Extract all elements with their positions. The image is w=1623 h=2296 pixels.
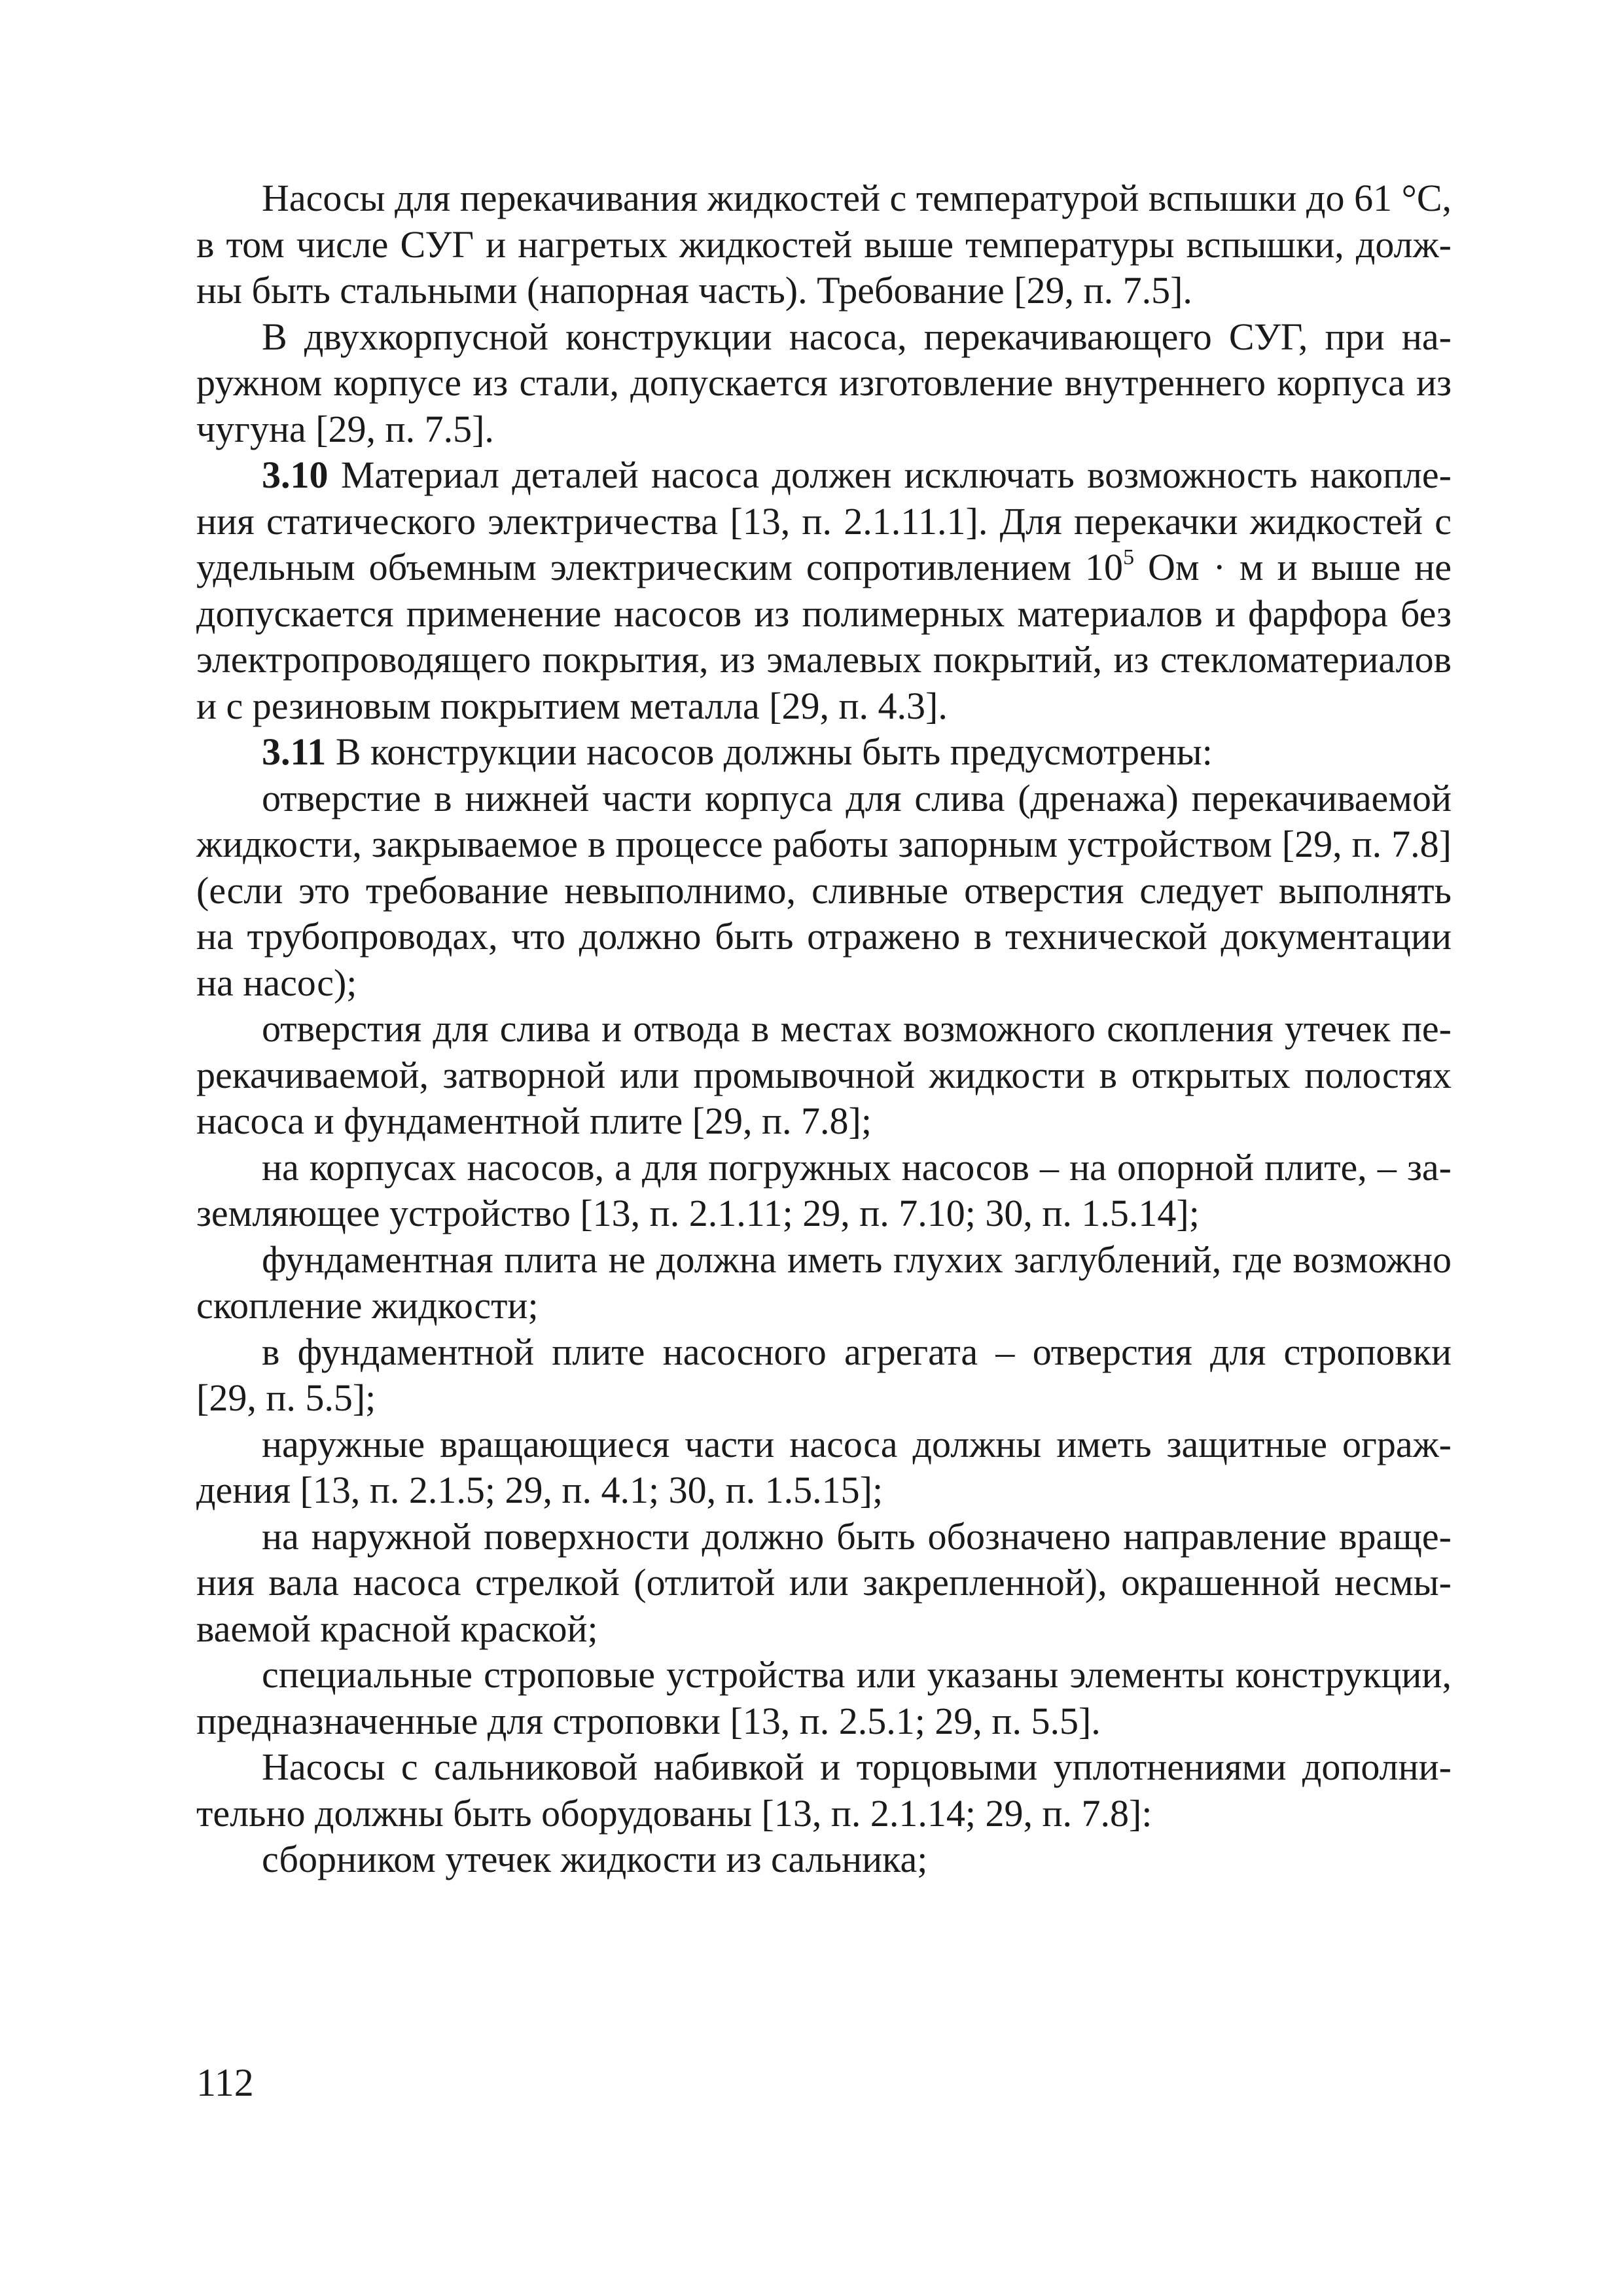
list-item-slinging-holes — [196, 1329, 1452, 1422]
paragraph-text: сборником утечек жидкости из сальника; — [262, 1838, 928, 1880]
paragraph-text: Материал деталей насоса должен исключать возможность накопления статического электричества [13, п. 2.1.11.1]. Для перекачки жидкостей с удельным объемным электрическим сопротивлением 10 — [196, 454, 1452, 588]
list-item-leak-collector — [196, 1837, 1452, 1883]
paragraph-text: в фундаментной плите насосного агрегата – отверстия для строповки [29, п. 5.5]; — [196, 1330, 1452, 1419]
paragraph-text: фундаментная плита не должна иметь глухих заглублений, где возможно скопление жидкости; — [196, 1238, 1452, 1327]
paragraph-section-3-10 — [196, 452, 1452, 729]
section-number: 3.11 — [262, 730, 327, 773]
paragraph-section-3-11 — [196, 729, 1452, 776]
paragraph-text: наружные вращающиеся части насоса должны иметь защитные ограждения [13, п. 2.1.5; 29, п. 4.1; 30, п. 1.5.15]; — [196, 1422, 1452, 1511]
list-item-leak-holes — [196, 1006, 1452, 1145]
paragraph-text: Ом · м и выше не допускается применение насосов из полимерных материалов и фарфора без электропроводящего покрытия, из эмалевых покрытий, из стекломатериалов и с резиновым покрытием металла [29, п. 4.3]. — [196, 546, 1452, 727]
paragraph-text: на наружной поверхности должно быть обозначено направление вращения вала насоса стрелкой (отлитой или закрепленной), окрашенной несмываемой красной краской; — [196, 1515, 1452, 1650]
paragraph-text: Насосы для перекачивания жидкостей с температурой вспышки до 61 °С, в том числе СУГ и нагретых жидкостей выше температуры вспышки, должны быть стальными (напорная часть). Требование [29, п. 7.5]. — [196, 177, 1452, 312]
list-item-grounding — [196, 1145, 1452, 1237]
list-item-rotation-arrow — [196, 1514, 1452, 1653]
list-item-guards — [196, 1422, 1452, 1514]
paragraph-text: В конструкции насосов должны быть предусмотрены: — [326, 730, 1213, 773]
paragraph-text: Насосы с сальниковой набивкой и торцовыми уплотнениями дополнительно должны быть оборудованы [13, п. 2.1.14; 29, п. 7.8]: — [196, 1746, 1452, 1835]
page-number: 112 — [196, 2061, 254, 2104]
paragraph-text: специальные строповые устройства или указаны элементы конструкции, предназначенные для строповки [13, п. 2.5.1; 29, п. 5.5]. — [196, 1653, 1452, 1742]
section-number: 3.10 — [262, 454, 329, 496]
list-item-slinging-devices — [196, 1652, 1452, 1744]
list-item-foundation-plate — [196, 1237, 1452, 1329]
paragraph-text: В двухкорпусной конструкции насоса, перекачивающего СУГ, при наружном корпусе из стали, допускается изготовление внутреннего корпуса из чугуна [29, п. 7.5]. — [196, 315, 1452, 450]
body-text — [196, 175, 1452, 1883]
paragraph-pump-steel-requirement — [196, 175, 1452, 314]
paragraph-text: отверстия для слива и отвода в местах возможного скопления утечек перекачиваемой, затворной или промывочной жидкости в открытых полостях насоса и фундаментной плите [29, п. 7.8]; — [196, 1007, 1452, 1142]
paragraph-text: на корпусах насосов, а для погружных насосов – на опорной плите, – заземляющее устройство [13, п. 2.1.11; 29, п. 7.10; 30, п. 1.5.14]; — [196, 1145, 1452, 1234]
paragraph-two-casing-design — [196, 314, 1452, 453]
list-item-drain-hole — [196, 776, 1452, 1007]
exponent: 5 — [1123, 545, 1135, 569]
paragraph-text: отверстие в нижней части корпуса для слива (дренажа) перекачиваемой жидкости, закрываемое в процессе работы запорным устройством [29, п. 7.8] (если это требование невыполнимо, сливные отверстия следует выполнять на трубопроводах, что должно быть отражено в технической документации на насос); — [196, 776, 1452, 1004]
paragraph-gland-pumps — [196, 1744, 1452, 1837]
